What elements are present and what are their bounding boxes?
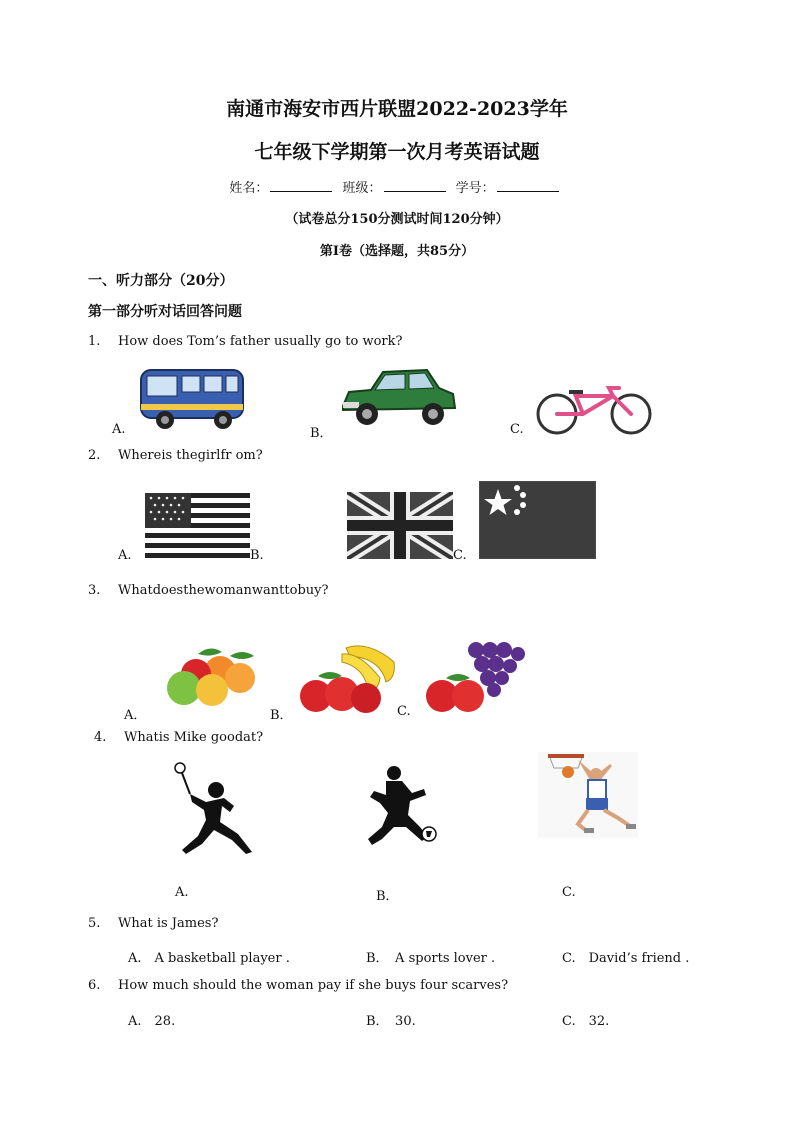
q1-option-a[interactable]: A.	[112, 422, 126, 437]
section-heading: 一、听力部分（20分）	[88, 273, 234, 289]
q5-option-c[interactable]: C. David’s friend .	[562, 951, 690, 966]
question-number: 6.	[88, 978, 101, 993]
q4-option-a[interactable]: A.	[175, 885, 189, 900]
question-text: Whatdoesthewomanwanttobuy?	[118, 583, 329, 598]
question-number: 3.	[88, 583, 101, 598]
q3-option-a[interactable]: A．	[124, 708, 147, 723]
soccer-player-icon	[366, 765, 438, 851]
bus-icon	[137, 366, 247, 432]
student-info-row	[0, 177, 794, 196]
exam-title-line2: 七年级下学期第一次月考英语试题	[254, 141, 540, 163]
q5-option-a[interactable]: A. A basketball player .	[128, 951, 290, 966]
class-label: 班级：	[342, 181, 382, 196]
basketball-player-icon	[538, 752, 638, 838]
question-3	[88, 583, 328, 598]
apples-oranges-icon	[160, 644, 264, 710]
q1-option-b[interactable]: B．	[310, 426, 333, 441]
class-blank[interactable]	[384, 179, 446, 192]
name-label: 姓名：	[229, 181, 269, 196]
q2-option-b[interactable]: B.	[250, 548, 264, 563]
bicycle-icon	[535, 386, 655, 436]
car-icon	[335, 362, 460, 432]
usa-flag-icon	[145, 493, 250, 559]
q3-option-b[interactable]: B．	[270, 708, 293, 723]
question-text: How does Tom’s father usually go to work?	[118, 334, 403, 349]
badminton-player-icon	[172, 762, 256, 856]
q6-option-a[interactable]: A. 28.	[128, 1014, 176, 1029]
question-number: 5.	[88, 916, 101, 931]
q2-option-a[interactable]: A.	[118, 548, 132, 563]
q6-option-c[interactable]: C. 32.	[562, 1014, 610, 1029]
question-5	[88, 916, 218, 931]
question-text: Whereis thegirlfr om?	[118, 448, 263, 463]
question-number: 4.	[94, 730, 107, 745]
exam-title-line1: 南通市海安市西片联盟2022-2023学年	[226, 98, 568, 120]
uk-flag-icon	[347, 492, 453, 559]
question-6	[88, 978, 508, 993]
exam-note: （试卷总分150分测试时间120分钟）	[285, 212, 509, 227]
q5-option-b[interactable]: B． A sports lover .	[366, 951, 496, 966]
apples-grapes-icon	[424, 638, 528, 716]
q6-option-b[interactable]: B． 30.	[366, 1014, 416, 1029]
name-blank[interactable]	[270, 179, 332, 192]
question-4	[88, 730, 263, 745]
question-text: Whatis Mike goodat?	[124, 730, 264, 745]
china-flag-icon	[479, 481, 596, 559]
q3-option-c[interactable]: C.	[397, 704, 411, 719]
q2-option-c[interactable]: C.	[453, 548, 467, 563]
part-heading: 第一部分听对话回答问题	[88, 304, 242, 320]
question-text: What is James?	[118, 916, 219, 931]
question-text: How much should the woman pay if she buys four scarves?	[118, 978, 509, 993]
id-label: 学号：	[455, 181, 495, 196]
question-1	[88, 334, 402, 349]
question-number: 2.	[88, 448, 101, 463]
id-blank[interactable]	[497, 179, 559, 192]
volume-heading: 第I卷（选择题，共85分）	[319, 244, 475, 259]
q4-option-c[interactable]: C.	[562, 885, 576, 900]
q1-option-c[interactable]: C.	[510, 422, 524, 437]
apples-bananas-icon	[298, 638, 402, 716]
q4-option-b[interactable]: B．	[376, 889, 399, 904]
question-2	[88, 448, 263, 463]
question-number: 1.	[88, 334, 101, 349]
